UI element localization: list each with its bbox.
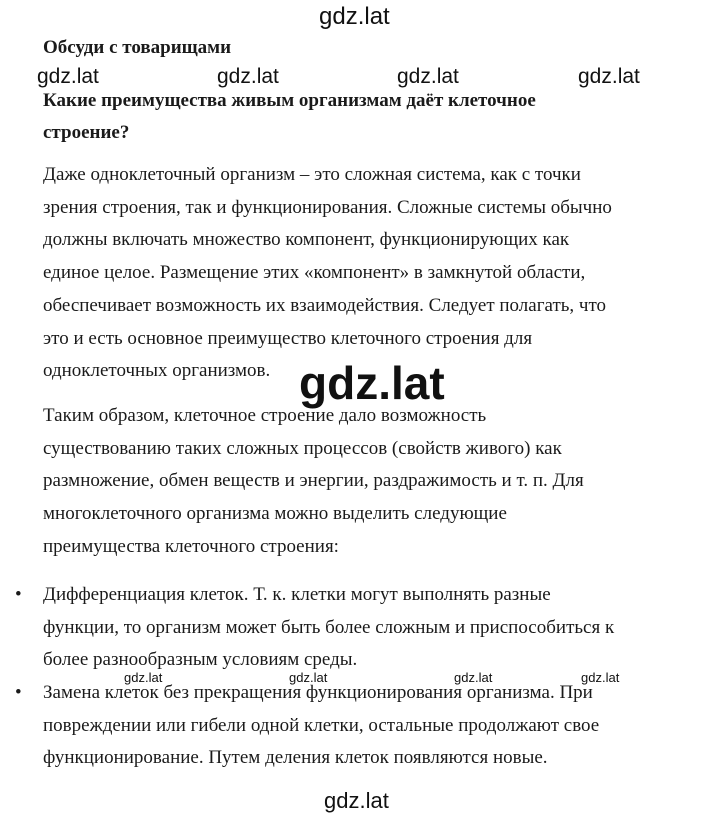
bullet-line: функции, то организм может быть более сложным и приспособиться к <box>43 616 615 638</box>
paragraph-line: Таким образом, клеточное строение дало возможность <box>43 405 487 426</box>
watermark-row-1: gdz.lat <box>37 65 99 88</box>
question-line: строение? <box>43 122 130 143</box>
bullet-marker: • <box>15 584 22 605</box>
bullet-line: Замена клеток без прекращения функционирования организма. При <box>43 682 593 703</box>
bullet-marker: • <box>15 682 22 703</box>
paragraph-line: обеспечивает возможность их взаимодействия. Следует полагать, что <box>43 294 607 316</box>
bullet-item <box>0 677 599 775</box>
paragraph-line: многоклеточного организма можно выделить следующие <box>43 503 507 525</box>
watermark-large: gdz.lat <box>299 357 445 409</box>
watermark-small-3: gdz.lat <box>454 670 493 685</box>
paragraph-line: размножение, обмен веществ и энергии, раздражимость и т. п. Для <box>43 470 584 492</box>
bullet-line: Дифференциация клеток. Т. к. клетки могут выполнять разные <box>43 584 551 605</box>
bullet-line: более разнообразным условиям среды. <box>43 649 358 671</box>
paragraph-line: преимущества клеточного строения: <box>43 535 339 557</box>
watermark-small-1: gdz.lat <box>124 670 163 685</box>
watermark-row-2: gdz.lat <box>217 65 279 88</box>
paragraph-line: единое целое. Размещение этих «компонент» в замкнутой области, <box>43 262 586 284</box>
watermark-row-3: gdz.lat <box>397 65 459 88</box>
watermark-bottom: gdz.lat <box>324 788 389 813</box>
paragraph-line: одноклеточных организмов. <box>43 360 271 382</box>
paragraph-line: Даже одноклеточный организм – это сложная система, как с точки <box>43 164 581 185</box>
paragraph-2 <box>43 400 584 564</box>
bullet-line: функционирование. Путем деления клеток появляются новые. <box>43 747 548 769</box>
paragraph-line: зрения строения, так и функционирования. Сложные системы обычно <box>43 196 612 218</box>
paragraph-line: должны включать множество компонент, функционирующих как <box>43 229 570 251</box>
watermark-row-4: gdz.lat <box>578 65 640 88</box>
paragraph-1 <box>43 159 612 388</box>
watermark-top: gdz.lat <box>319 3 390 30</box>
watermark-small-4: gdz.lat <box>581 670 620 685</box>
question-line: Какие преимущества живым организмам даёт клеточное <box>43 90 536 111</box>
discuss-heading: Обсуди с товарищами <box>43 37 232 58</box>
bullet-list-item-1 <box>0 579 614 677</box>
paragraph-line: это и есть основное преимущество клеточного строения для <box>43 327 533 349</box>
bullet-list-item-2 <box>0 677 599 775</box>
bullet-line: повреждении или гибели одной клетки, остальные продолжают свое <box>43 714 600 736</box>
paragraph-line: существованию таких сложных процессов (свойств живого) как <box>43 437 562 459</box>
bullet-item <box>0 579 614 677</box>
watermark-small-2: gdz.lat <box>289 670 328 685</box>
question-heading <box>43 85 536 149</box>
